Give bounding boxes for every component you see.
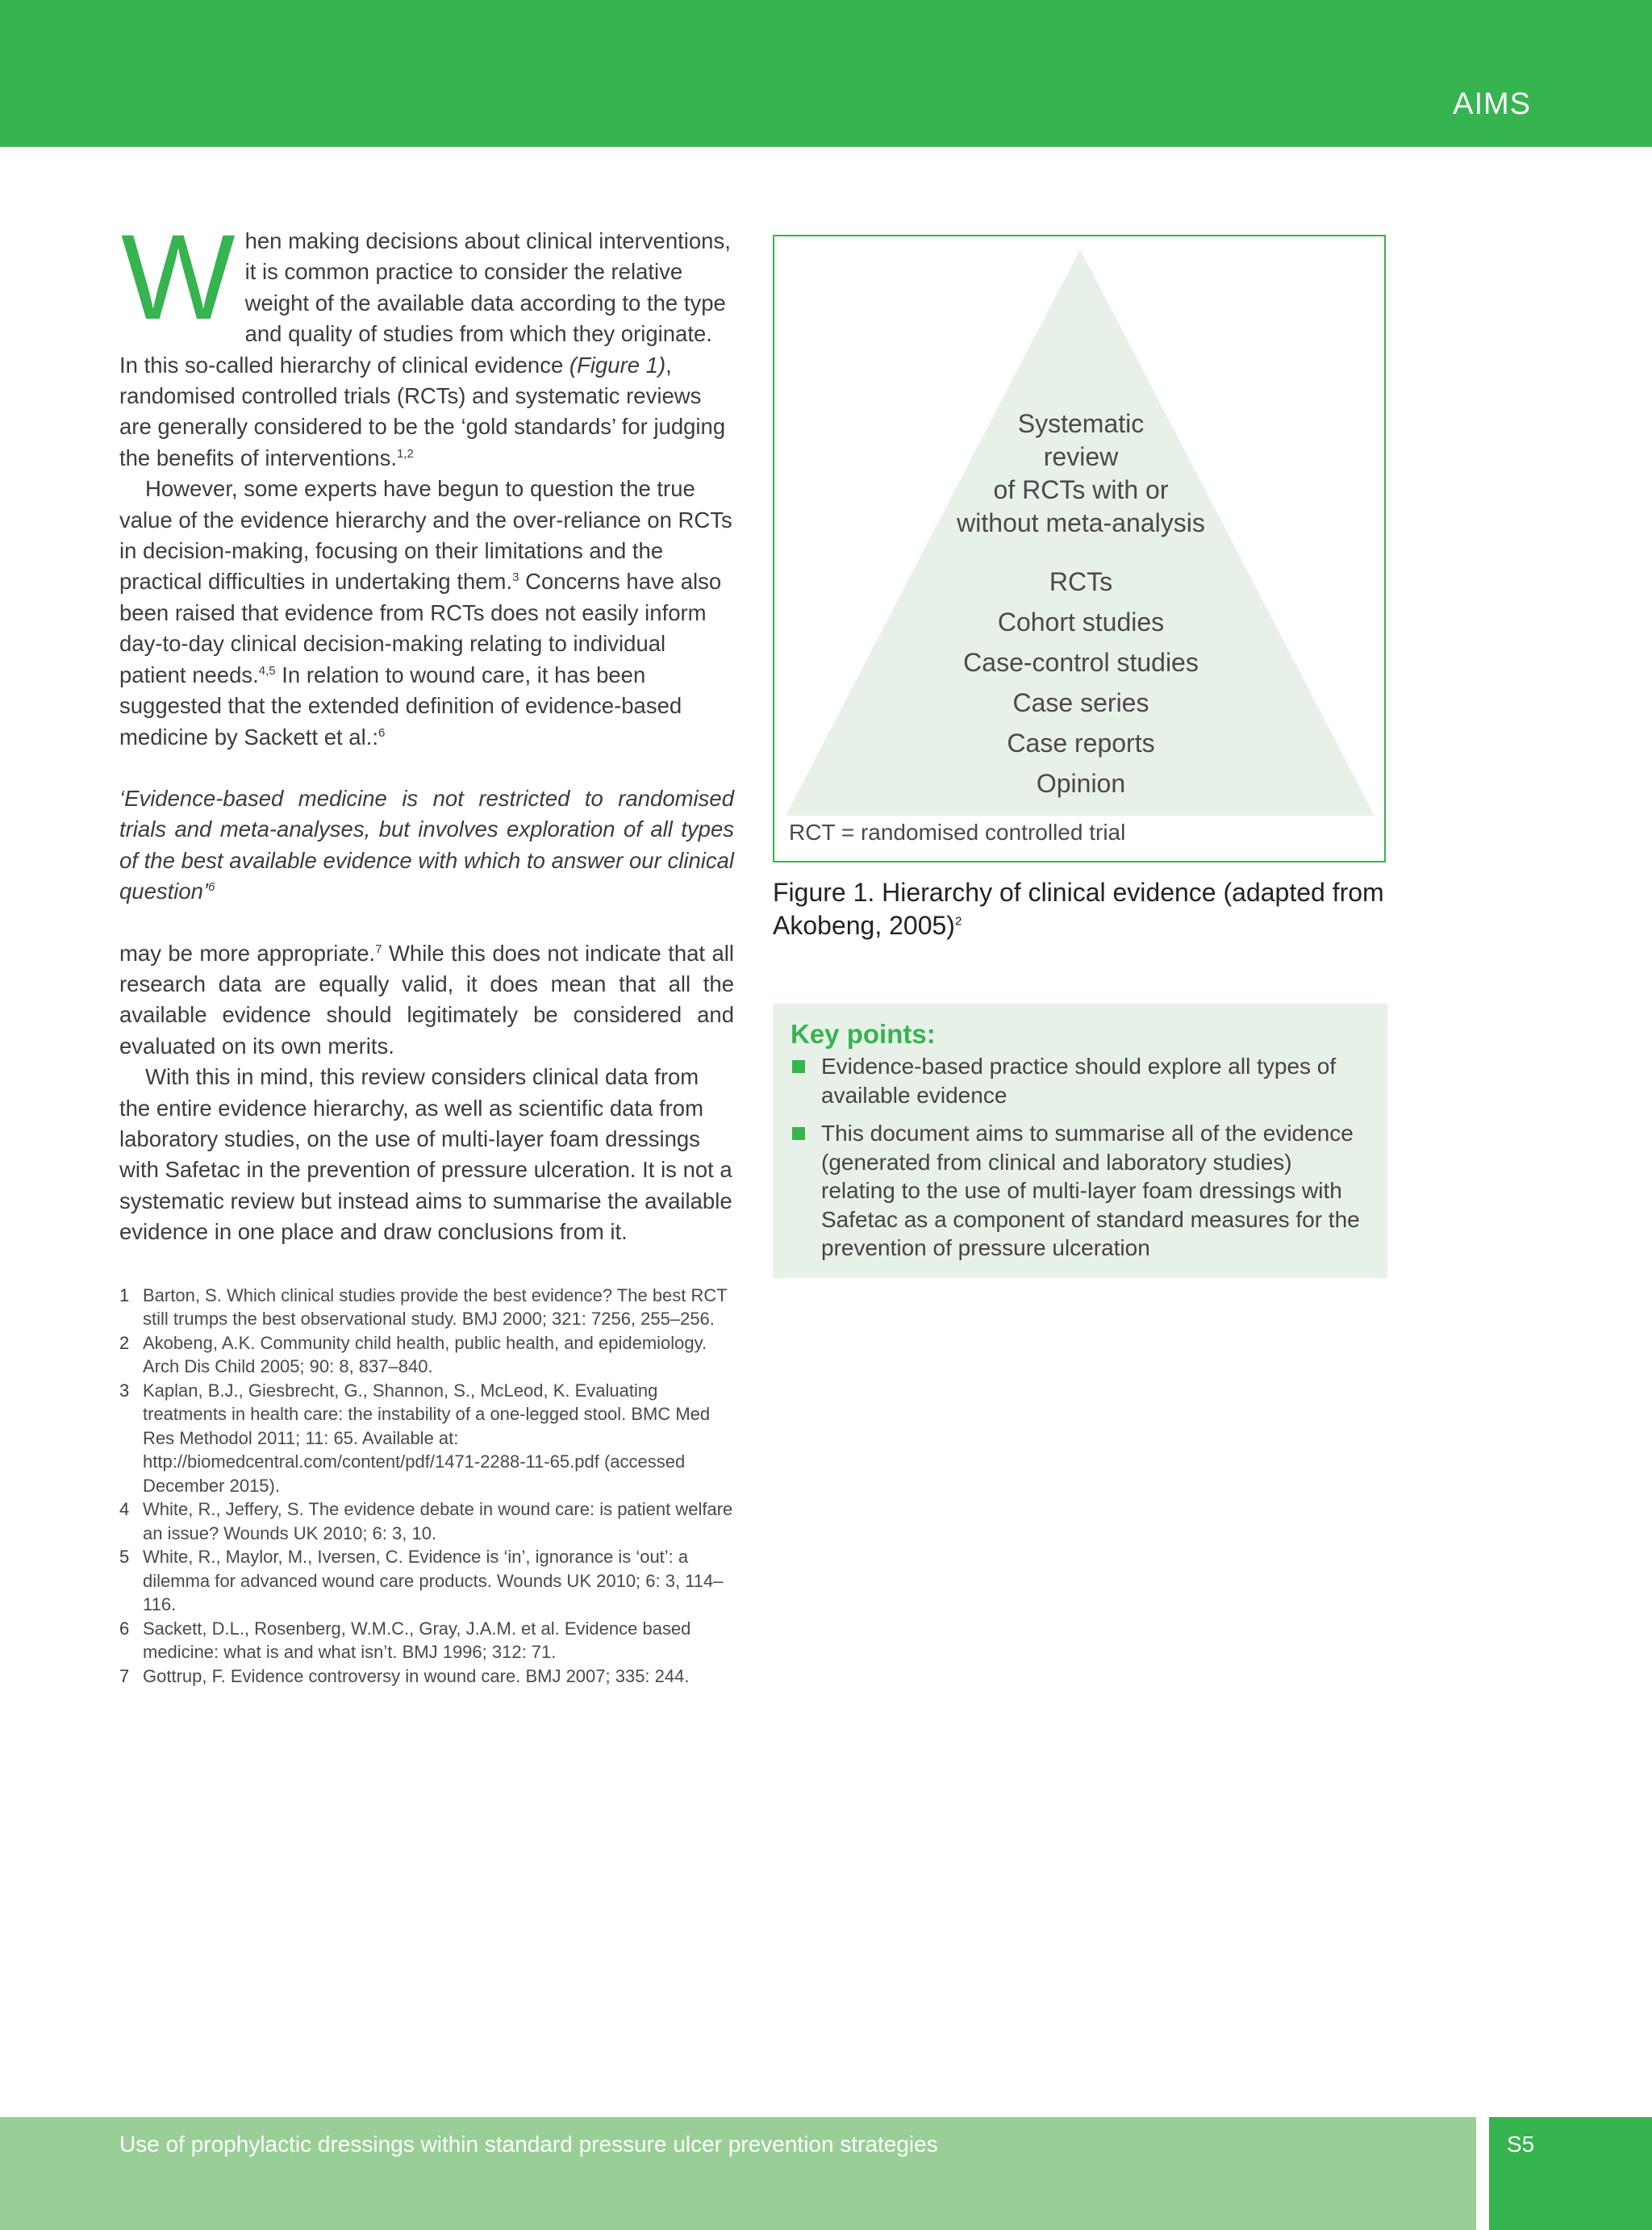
paragraph-intro: When making decisions about clinical interventions, it is common practice to consider the relative weight of the available data according to the type and quality of studies from which they originate. In this so-called hierarchy of clinical evidence (Figure 1), randomised controlled trials (RCTs) and systematic reviews are generally considered to be the ‘gold standards’ for judging the benefits of interventions.$^{1,2}$ (119, 209, 731, 470)
reference-item (119, 1545, 734, 1617)
reference-number: 5 (119, 1547, 130, 1568)
figure-reference: (Figure 1) (569, 352, 666, 378)
square-bullet-icon (792, 1060, 805, 1073)
paragraph-2: However, some experts have begun to question the true value of the evidence hierarchy and the over-reliance on RCTs in decision-making, focusing on their limitations and the practical difficulties in undertaking them.$^3$ Concerns have also been raised that evidence from RCTs does not easily inform day-to-day clinical decision-making relating to individual patient needs.$^{4,5}$ In relation to wound care, it has been suggested that the extended definition of evidence-based medicine by Sackett et al.:$^6$ (119, 476, 732, 750)
pyramid-level-label (774, 646, 1387, 679)
figure-note: RCT = randomised controlled trial (789, 820, 1126, 845)
reference-text: White, R., Jeffery, S. The evidence debate in wound care: is patient welfare an issue? Wounds UK 2010; 6: 3, 10. (143, 1499, 733, 1543)
pyramid-level-label (774, 687, 1387, 720)
page-number: S5 (1507, 2132, 1535, 2157)
pyramid-level-label (774, 767, 1387, 800)
citation: 3 (512, 570, 519, 585)
reference-number: 1 (119, 1284, 130, 1305)
key-point-item: This document aims to summarise all of the evidence (generated from clinical and laboratory studies) relating to the use of multi-layer foam dressings with Safetac as a component of standard measures for the prevention of pressure ulceration (791, 1119, 1371, 1263)
reference-text: Akobeng, A.K. Community child health, public health, and epidemiology. Arch Dis Child 2005; 90: 8, 837–840. (143, 1332, 707, 1377)
pyramid-label-line: Case reports (1007, 729, 1155, 758)
paragraph-3: may be more appropriate.$^7$ While this does not indicate that all research data are equally valid, it does mean that all the available evidence should legitimately be considered and evaluated on its own merits. (119, 940, 734, 1059)
reference-text: Kaplan, B.J., Giesbrecht, G., Shannon, S., McLeod, K. Evaluating treatments in health care: the instability of a one-legged stool. BMC Med Res Methodol 2011; 11: 65. Available at: http://biomedcentral.com/content/pdf/1471-2288-11-65.pdf (accessed December 2015). (143, 1380, 711, 1496)
pyramid-level-label (774, 727, 1387, 760)
pyramid-label-line: Cohort studies (997, 608, 1165, 637)
pyramid-level-label (774, 566, 1387, 599)
reference-text: Sackett, D.L., Rosenberg, W.M.C., Gray, J.A.M. et al. Evidence based medicine: what is and what isn’t. BMJ 1996; 312: 71. (143, 1618, 691, 1663)
pyramid-label-line: Systematic (1017, 409, 1145, 438)
key-points-title: Key points: (791, 1019, 936, 1049)
reference-number: 7 (119, 1665, 130, 1686)
reference-number: 2 (119, 1332, 130, 1353)
reference-item (119, 1664, 734, 1689)
citation: 4,5 (258, 663, 276, 678)
reference-item (119, 1379, 734, 1498)
citation: 2 (954, 914, 962, 929)
citation: 6 (208, 879, 215, 894)
square-bullet-icon (792, 1127, 805, 1140)
footer-title: Use of prophylactic dressings within standard pressure ulcer prevention strategies (119, 2132, 938, 2157)
reference-number: 3 (119, 1380, 130, 1401)
reference-text: White, R., Maylor, M., Iversen, C. Evidence is ‘in’, ignorance is ‘out’: a dilemma for advanced wound care products. Wounds UK 2010; 6: 3, 114–116. (143, 1547, 724, 1615)
pyramid-level-label (774, 606, 1387, 639)
citation: 7 (375, 942, 382, 956)
reference-text: Barton, S. Which clinical studies provide the best evidence? The best RCT still trumps the best observational study. BMJ 2000; 321: 7256, 255–256. (143, 1284, 728, 1330)
reference-number: 6 (119, 1618, 130, 1639)
section-title: AIMS (1453, 87, 1531, 121)
pyramid-label-line: Case series (1012, 688, 1149, 717)
reference-item (119, 1284, 734, 1331)
pyramid-label-line: Case-control studies (963, 648, 1199, 677)
pyramid-label-line: review (1043, 442, 1119, 471)
pyramid-label-line: without meta-analysis (957, 508, 1205, 537)
paragraph-4: With this in mind, this review considers clinical data from the entire evidence hierarchy, as well as scientific data from laboratory studies, on the use of multi-layer foam dressings with Safetac in the prevention of pressure ulceration. It is not a systematic review but instead aims to summarise the available evidence in one place and draw conclusions from it. (119, 1064, 732, 1245)
reference-text: Gottrup, F. Evidence controversy in wound care. BMJ 2007; 335: 244. (143, 1665, 690, 1686)
figure-1-box (773, 235, 1386, 862)
reference-number: 4 (119, 1499, 130, 1520)
figure-caption: Figure 1. Hierarchy of clinical evidence (adapted from Akobeng, 2005)$^2$ (773, 878, 1384, 940)
reference-item (119, 1497, 734, 1545)
reference-list (119, 1284, 734, 1689)
reference-item (119, 1617, 734, 1664)
main-text-column (119, 209, 734, 1688)
header-bar (0, 0, 1652, 147)
citation: 6 (378, 725, 386, 740)
key-point-item: Evidence-based practice should explore all types of available evidence (791, 1052, 1371, 1109)
pyramid-label-line: RCTs (1049, 567, 1113, 596)
drop-cap: W (121, 209, 236, 345)
block-quote: ‘Evidence-based medicine is not restricted to randomised trials and meta-analyses, but involves exploration of all types of the best available evidence with which to answer our clinical question’$^6$ (119, 785, 734, 904)
pyramid-label-line: of RCTs with or (993, 475, 1169, 504)
pyramid-level-label (774, 407, 1387, 540)
reference-item (119, 1331, 734, 1379)
key-points-box (773, 1004, 1387, 1278)
citation: 1,2 (396, 446, 414, 461)
pyramid-label-line: Opinion (1036, 769, 1126, 798)
